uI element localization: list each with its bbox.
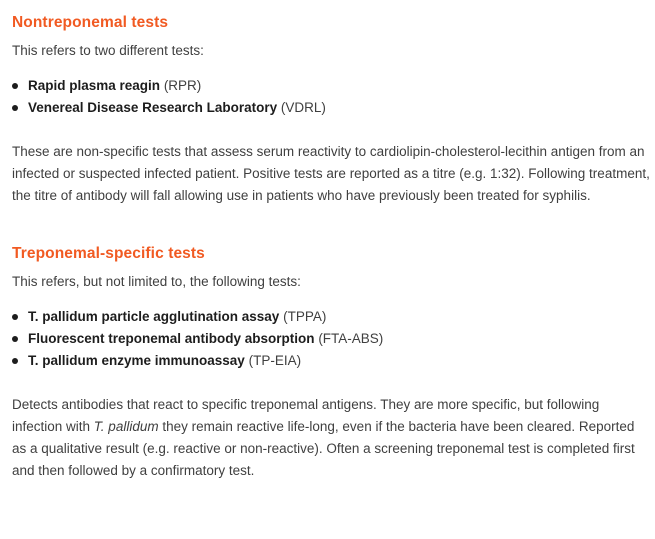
test-abbreviation: (RPR) [163,78,202,93]
section-intro: This refers, but not limited to, the following tests: [12,274,301,289]
test-abbreviation: (FTA-ABS) [318,331,384,346]
section-description: These are non-specific tests that assess serum reactivity to cardiolipin-cholesterol-lecithin antigen from an infected or suspected infected patient. Positive tests are reported as a titre (e.g. 1:32). Following treatment, the titre of antibody will fall allowing use in patients who have previously been treated for syphilis. [12,144,650,203]
article-content [12,12,652,482]
test-name: T. pallidum enzyme immunoassay [28,353,245,368]
bullet-icon [12,83,18,89]
organism-name: T. pallidum [93,419,159,434]
bullet-icon [12,314,18,320]
list-item [12,306,652,328]
test-abbreviation: (VDRL) [280,100,326,115]
test-name: Venereal Disease Research Laboratory [28,100,278,115]
test-name: Rapid plasma reagin [28,78,161,93]
test-name: T. pallidum particle agglutination assay [28,309,280,324]
bullet-icon [12,358,18,364]
test-list-treponemal [12,306,652,372]
bullet-icon [12,336,18,342]
list-item [12,97,652,119]
test-name: Fluorescent treponemal antibody absorption [28,331,315,346]
test-abbreviation: (TP-EIA) [248,353,302,368]
list-item [12,75,652,97]
section-heading-nontreponemal: Nontreponemal tests [12,14,169,31]
section-description [12,394,652,482]
section-heading-treponemal: Treponemal-specific tests [12,245,205,262]
section-intro: This refers to two different tests: [12,43,204,58]
test-abbreviation: (TPPA) [283,309,327,324]
test-list-nontreponemal [12,75,652,119]
description-text: Detects antibodies that react to specific treponemal antigens. They are more specific, but following infection with [12,397,600,434]
list-item [12,328,652,350]
bullet-icon [12,105,18,111]
description-text: they remain reactive life-long, even if the bacteria have been cleared. Reported as a qualitative result (e.g. reactive or non-reactive). Often a screening treponemal test is completed first and then followed by a confirmatory test. [12,419,635,478]
list-item [12,350,652,372]
